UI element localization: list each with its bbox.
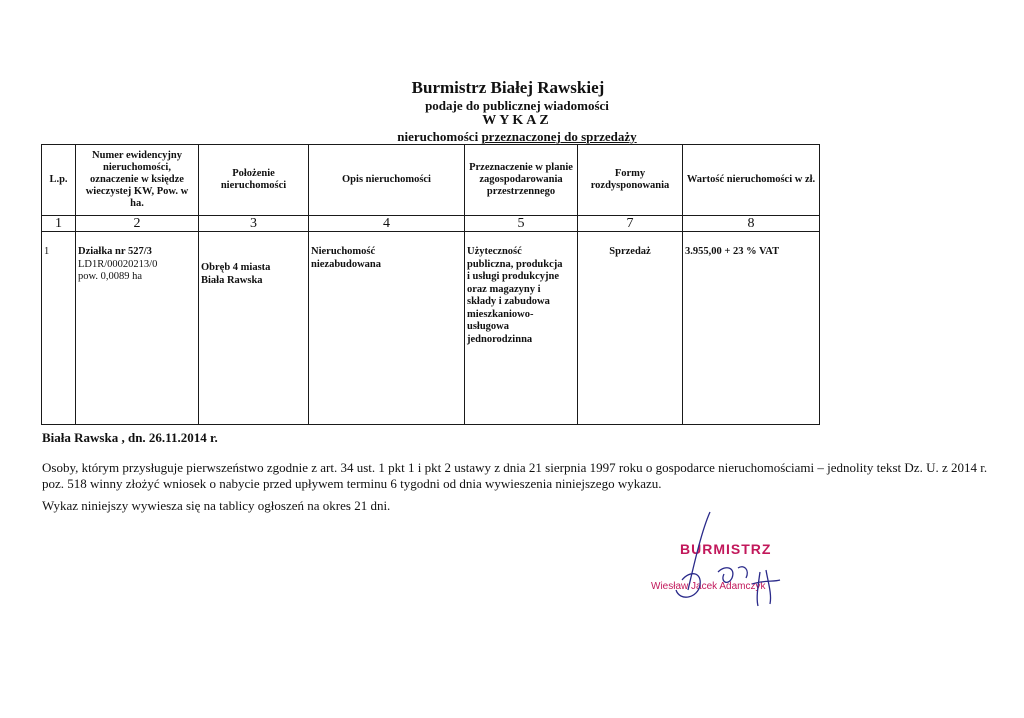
cell-location bbox=[199, 232, 309, 425]
subtitle-part-b: przeznaczonej do sprzedaży bbox=[481, 129, 637, 144]
cell-description bbox=[309, 232, 465, 425]
col-header-lp: L.p. bbox=[42, 145, 76, 216]
description-text: Nieruchomość niezabudowana bbox=[311, 246, 382, 270]
property-table bbox=[41, 144, 820, 425]
priority-notice: Osoby, którym przysługuje pierwszeństwo zgodnie z art. 34 ust. 1 pkt 1 i pkt 2 ustawy z dnia 21 sierpnia 1997 roku o gospodarce nieruchomościami – jednolity tekst Dz. U. z 2014 r. poz. 518 winny złożyć wniosek o nabycie przed upływem terminu 6 tygodni od dnia wywieszenia niniejszego wykazu. bbox=[42, 460, 988, 491]
col-number: 7 bbox=[578, 216, 683, 232]
col-header-description: Opis nieruchomości bbox=[309, 145, 465, 216]
location-line1: Obręb 4 miasta bbox=[201, 262, 271, 273]
signature-stroke bbox=[718, 567, 747, 583]
column-number-row bbox=[42, 216, 820, 232]
cell-lp: 1 bbox=[42, 232, 76, 425]
col-number: 4 bbox=[309, 216, 465, 232]
cell-value: 3.955,00 + 23 % VAT bbox=[683, 232, 820, 425]
parcel-area: pow. 0,0089 ha bbox=[78, 271, 143, 282]
signature-stroke bbox=[676, 512, 710, 597]
document-title: WYKAZ bbox=[482, 113, 552, 128]
col-number: 8 bbox=[683, 216, 820, 232]
col-number: 1 bbox=[42, 216, 76, 232]
col-number: 2 bbox=[76, 216, 199, 232]
table-header-row bbox=[42, 145, 820, 216]
col-number: 5 bbox=[465, 216, 578, 232]
cell-number bbox=[76, 232, 199, 425]
location-line2: Biała Rawska bbox=[201, 274, 263, 286]
subtitle-part-a: nieruchomości bbox=[397, 129, 482, 144]
document-subtitle bbox=[5, 129, 1024, 145]
stamp-name: Wiesław Jacek Adamczyk bbox=[651, 581, 766, 592]
col-header-purpose: Przeznaczenie w planie zagospodarowania przestrzennego bbox=[465, 145, 578, 216]
col-number: 3 bbox=[199, 216, 309, 232]
col-header-location: Położenie nieruchomości bbox=[199, 145, 309, 216]
col-header-number: Numer ewidencyjny nieruchomości, oznaczenie w księdze wieczystej KW, Pow. w ha. bbox=[76, 145, 199, 216]
authority-title: Burmistrz Białej Rawskiej bbox=[411, 78, 605, 97]
posting-notice: Wykaz niniejszy wywiesza się na tablicy ogłoszeń na okres 21 dni. bbox=[42, 498, 391, 513]
handwritten-signature bbox=[640, 510, 820, 610]
land-register-number: LD1R/00020213/0 bbox=[78, 258, 158, 270]
table-row bbox=[42, 232, 820, 425]
purpose-text: Użyteczność publiczna, produkcja i usługi produkcyjne oraz magazyny i składy i zabudowa mieszkaniowo-usługowa jednorodzinna bbox=[467, 246, 563, 345]
stamp-title: BURMISTRZ bbox=[680, 541, 772, 557]
signature-stroke bbox=[752, 570, 780, 606]
cell-form: Sprzedaż bbox=[578, 232, 683, 425]
place-date: Biała Rawska , dn. 26.11.2014 r. bbox=[42, 430, 218, 445]
col-header-value: Wartość nieruchomości w zł. bbox=[683, 145, 820, 216]
parcel-number: Działka nr 527/3 bbox=[78, 246, 152, 257]
col-header-form: Formy rozdysponowania bbox=[578, 145, 683, 216]
subtitle: podaje do publicznej wiadomości bbox=[425, 98, 609, 113]
cell-purpose bbox=[465, 232, 578, 425]
